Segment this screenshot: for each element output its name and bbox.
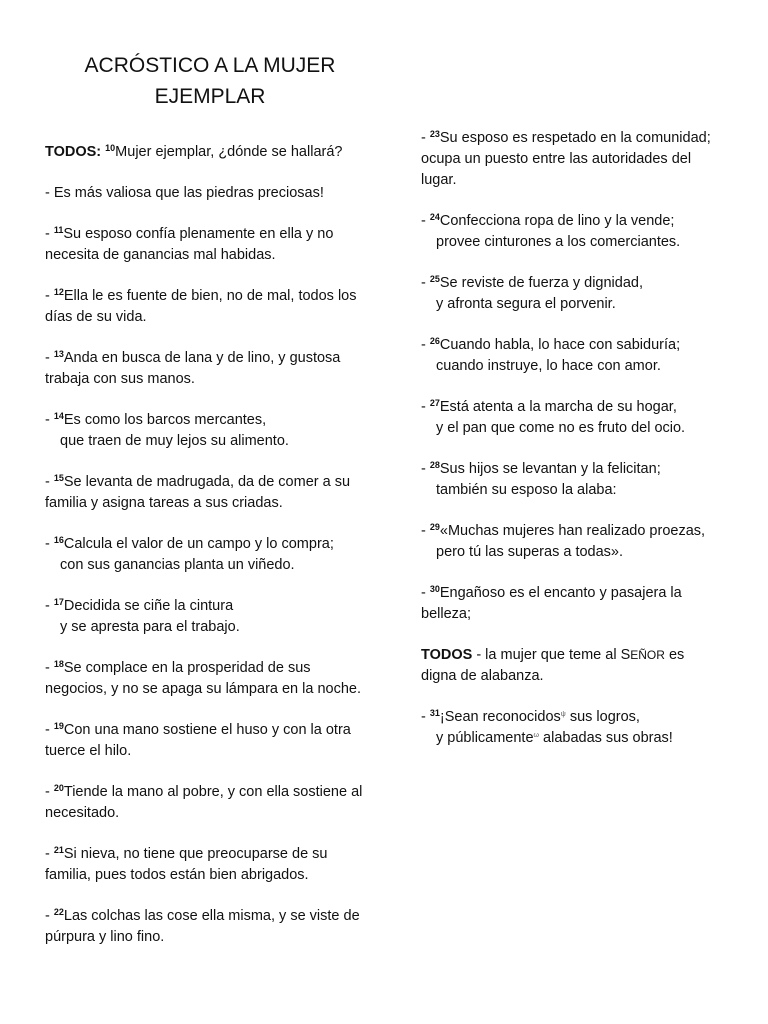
verse-number: 11 [53, 225, 64, 235]
speaker-label: TODOS [421, 647, 473, 663]
verse-20 [45, 782, 385, 824]
footnote-marker[interactable]: ω [533, 732, 539, 739]
verse-text: Mujer ejemplar, ¿dónde se hallará? [115, 144, 343, 160]
verse-number: 10 [105, 143, 116, 153]
verse-18 [45, 658, 385, 700]
title-line-1: ACRÓSTICO A LA MUJER [84, 54, 336, 77]
document-title [60, 50, 360, 112]
verse-number: 27 [429, 398, 440, 408]
verse-text-continued: pero tú las superas a todas». [436, 544, 624, 560]
response-text: es [664, 647, 685, 663]
dash: - [45, 660, 54, 676]
verse-number: 13 [53, 349, 64, 359]
verse-text: Es como los barcos mercantes, [63, 412, 267, 428]
verse-text: Con una mano sostiene el huso y con la otra [63, 722, 351, 738]
verse-text: Engañoso es el encanto y pasajera la [439, 585, 682, 601]
dash: - [45, 908, 54, 924]
verse-text: Se complace en la prosperidad de sus [63, 660, 311, 676]
dash: - [45, 474, 54, 490]
verse-text-continued: cuando instruye, lo hace con amor. [436, 358, 661, 374]
verse-text: - Es más valiosa que las piedras preciosas! [45, 185, 324, 201]
verse-text: ¡Sean reconocidos [439, 709, 561, 725]
verse-text: Si nieva, no tiene que preocuparse de su [63, 846, 328, 862]
dash: - [421, 275, 430, 291]
verse-number: 16 [53, 535, 64, 545]
dash: - [45, 350, 54, 366]
verse-text: «Muchas mujeres han realizado proezas, [439, 523, 706, 539]
verse-text-continued: con sus ganancias planta un viñedo. [60, 557, 295, 573]
verse-text-continued: días de su vida. [45, 309, 147, 325]
response-text-continued: digna de alabanza. [421, 668, 544, 684]
small-caps-text: EÑOR [630, 648, 665, 662]
verse-text-continued: también su esposo la alaba: [436, 482, 617, 498]
verse-13 [45, 348, 385, 390]
verse-number: 31 [429, 708, 440, 718]
title-line-2: EJEMPLAR [154, 85, 266, 108]
verse-text: Sus hijos se levantan y la felicitan; [439, 461, 661, 477]
verse-text: Cuando habla, lo hace con sabiduría; [439, 337, 681, 353]
verse-28 [421, 459, 761, 501]
verse-text-continued: y afronta segura el porvenir. [436, 296, 616, 312]
verse-number: 22 [53, 907, 64, 917]
dash: - [45, 598, 54, 614]
verse-line [45, 183, 385, 204]
verse-14 [45, 410, 385, 452]
verse-17 [45, 596, 385, 638]
verse-22 [45, 906, 385, 948]
verse-text: Anda en busca de lana y de lino, y gustosa [63, 350, 341, 366]
verse-number: 14 [53, 411, 64, 421]
verse-text: Su esposo confía plenamente en ella y no [63, 226, 334, 242]
dash: - [421, 399, 430, 415]
dash: - [421, 585, 430, 601]
todos-response [421, 645, 761, 687]
verse-25 [421, 273, 761, 315]
verse-number: 23 [429, 129, 440, 139]
verse-15 [45, 472, 385, 514]
verse-text: Tiende la mano al pobre, y con ella sostiene al [63, 784, 363, 800]
verse-text-continued: y se apresta para el trabajo. [60, 619, 240, 635]
verse-text-continued [421, 728, 761, 749]
verse-text: Está atenta a la marcha de su hogar, [439, 399, 677, 415]
verse-text-continued: necesita de ganancias mal habidas. [45, 247, 276, 263]
dash: - [45, 226, 54, 242]
dash: - [421, 523, 430, 539]
verse-number: 30 [429, 584, 440, 594]
verse-number: 29 [429, 522, 440, 532]
verse-number: 24 [429, 212, 440, 222]
verse-text-continued: lugar. [421, 172, 457, 188]
verse-26 [421, 335, 761, 377]
dash: - [45, 846, 54, 862]
verse-31 [421, 707, 761, 749]
footnote-marker[interactable]: ψ [560, 711, 566, 718]
dash: - [421, 130, 430, 146]
verse-text-continued: negocios, y no se apaga su lámpara en la noche. [45, 681, 361, 697]
verse-10 [45, 142, 385, 163]
verse-text: Las colchas las cose ella misma, y se viste de [63, 908, 360, 924]
verse-text: alabadas sus obras! [539, 730, 673, 746]
verse-16 [45, 534, 385, 576]
verse-text: sus logros, [565, 709, 640, 725]
verse-19 [45, 720, 385, 762]
dash: - [45, 288, 54, 304]
verse-number: 15 [53, 473, 64, 483]
dash: - [421, 337, 430, 353]
speaker-label: TODOS: [45, 144, 102, 160]
verse-number: 12 [53, 287, 64, 297]
dash: - [421, 213, 430, 229]
verse-number: 21 [53, 845, 64, 855]
verse-text: Se levanta de madrugada, da de comer a su [63, 474, 351, 490]
verse-number: 25 [429, 274, 440, 284]
verse-text-continued: necesitado. [45, 805, 120, 821]
response-text: - la mujer que teme al S [472, 647, 631, 663]
verse-text-continued: tuerce el hilo. [45, 743, 132, 759]
verse-number: 20 [53, 783, 64, 793]
verse-text: Su esposo es respetado en la comunidad; [439, 130, 711, 146]
verse-text: Confecciona ropa de lino y la vende; [439, 213, 675, 229]
verse-11 [45, 224, 385, 266]
dash: - [45, 784, 54, 800]
verse-number: 26 [429, 336, 440, 346]
verse-text: y públicamente [436, 730, 534, 746]
verse-text: Decidida se ciñe la cintura [63, 598, 234, 614]
dash: - [421, 461, 430, 477]
right-column [421, 128, 761, 769]
verse-24 [421, 211, 761, 253]
verse-29 [421, 521, 761, 563]
verse-text-continued: púrpura y lino fino. [45, 929, 165, 945]
verse-text-continued: provee cinturones a los comerciantes. [436, 234, 681, 250]
verse-text-continued: y el pan que come no es fruto del ocio. [436, 420, 686, 436]
verse-number: 17 [53, 597, 64, 607]
verse-text-continued: familia, pues todos están bien abrigados. [45, 867, 309, 883]
verse-23 [421, 128, 761, 191]
verse-21 [45, 844, 385, 886]
verse-number: 19 [53, 721, 64, 731]
verse-12 [45, 286, 385, 328]
left-column [45, 142, 385, 968]
verse-text-continued: ocupa un puesto entre las autoridades del [421, 151, 692, 167]
dash: - [45, 536, 54, 552]
verse-text-continued: familia y asigna tareas a sus criadas. [45, 495, 283, 511]
verse-text-continued: belleza; [421, 606, 471, 622]
verse-number: 18 [53, 659, 64, 669]
dash: - [421, 709, 430, 725]
verse-text: Ella le es fuente de bien, no de mal, todos los [63, 288, 357, 304]
dash: - [45, 722, 54, 738]
verse-number: 28 [429, 460, 440, 470]
dash: - [45, 412, 54, 428]
verse-text-continued: que traen de muy lejos su alimento. [60, 433, 289, 449]
verse-27 [421, 397, 761, 439]
verse-text: Calcula el valor de un campo y lo compra; [63, 536, 334, 552]
verse-30 [421, 583, 761, 625]
verse-text: Se reviste de fuerza y dignidad, [439, 275, 643, 291]
verse-text-continued: trabaja con sus manos. [45, 371, 195, 387]
